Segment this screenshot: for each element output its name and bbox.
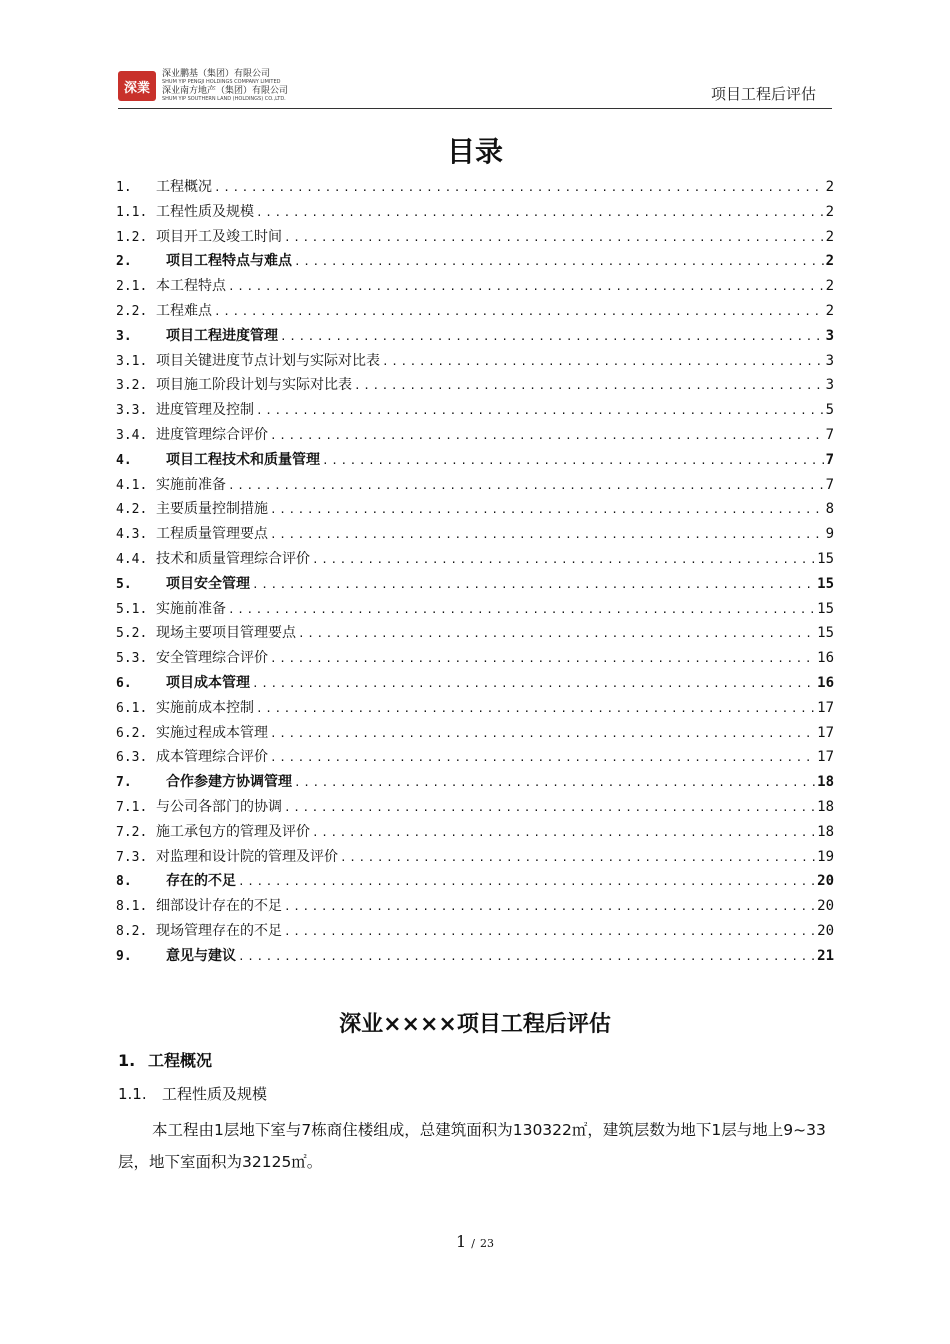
toc-entry-number: 6. <box>116 675 132 691</box>
page-total: 23 <box>480 1237 495 1250</box>
toc-entry-page: 9 <box>825 526 834 543</box>
toc-entry-number: 4.4. <box>116 551 148 567</box>
toc-entry[interactable] <box>116 250 834 275</box>
toc-entry-text: 实施前准备 <box>156 600 226 617</box>
toc-entry-number: 1.1. <box>116 204 148 220</box>
toc-entry-number: 5.1. <box>116 601 148 617</box>
toc-entry-text: 项目安全管理 <box>166 575 250 592</box>
toc-entry[interactable] <box>116 523 834 548</box>
toc-leader-dots <box>270 727 815 740</box>
toc-entry-text: 进度管理综合评价 <box>156 426 268 443</box>
page-footer <box>0 1232 950 1251</box>
table-of-contents <box>116 176 834 970</box>
toc-entry-number: 9. <box>116 948 132 964</box>
toc-leader-dots <box>312 553 815 566</box>
toc-entry[interactable] <box>116 374 834 399</box>
toc-leader-dots <box>284 801 815 814</box>
toc-entry[interactable] <box>116 672 834 697</box>
toc-entry-page: 2 <box>825 179 834 195</box>
toc-entry-text: 实施过程成本管理 <box>156 724 268 741</box>
company-logo: 深業 <box>118 71 156 101</box>
toc-entry-page: 15 <box>817 600 834 617</box>
toc-entry-page: 20 <box>817 922 834 939</box>
toc-entry-number: 1. <box>116 180 132 195</box>
toc-leader-dots <box>280 330 824 343</box>
toc-entry-page: 17 <box>817 699 834 716</box>
toc-entry[interactable] <box>116 870 834 895</box>
toc-entry-text: 意见与建议 <box>166 947 236 964</box>
toc-leader-dots <box>354 379 824 392</box>
toc-leader-dots <box>322 454 824 467</box>
toc-entry[interactable] <box>116 474 834 499</box>
page-number: 1 <box>455 1232 467 1251</box>
toc-entry[interactable] <box>116 796 834 821</box>
toc-entry-number: 7.3. <box>116 849 148 865</box>
toc-leader-dots <box>252 677 815 690</box>
toc-leader-dots <box>270 429 824 442</box>
toc-entry[interactable] <box>116 846 834 871</box>
section-title: 工程概况 <box>148 1051 213 1070</box>
toc-leader-dots <box>270 751 815 764</box>
toc-entry-text: 项目工程特点与难点 <box>166 253 292 270</box>
toc-entry[interactable] <box>116 201 834 226</box>
company-name-en-1: SHUM YIP PENGJI HOLDINGS COMPANY LIMITED <box>162 79 281 85</box>
toc-entry-number: 1.2. <box>116 229 148 245</box>
toc-entry[interactable] <box>116 300 834 325</box>
toc-entry-text: 与公司各部门的协调 <box>156 798 282 815</box>
toc-entry-number: 8.2. <box>116 923 148 939</box>
toc-entry-page: 16 <box>817 674 834 691</box>
toc-title: 目录 <box>446 135 503 168</box>
toc-entry-page: 5 <box>825 402 834 419</box>
toc-entry-text: 工程难点 <box>156 302 212 319</box>
toc-entry-page: 7 <box>825 426 834 443</box>
toc-entry[interactable] <box>116 325 834 350</box>
toc-entry-text: 存在的不足 <box>166 873 236 890</box>
toc-leader-dots <box>228 603 815 616</box>
toc-entry-number: 6.3. <box>116 750 148 766</box>
toc-entry-page: 17 <box>817 724 834 741</box>
toc-entry-number: 3.1. <box>116 353 148 369</box>
toc-leader-dots <box>256 404 824 417</box>
toc-leader-dots <box>340 851 815 864</box>
toc-entry-page: 18 <box>817 823 834 840</box>
toc-entry[interactable] <box>116 647 834 672</box>
toc-entry-page: 3 <box>825 377 834 394</box>
toc-entry[interactable] <box>116 771 834 796</box>
toc-entry[interactable] <box>116 275 834 300</box>
toc-entry-text: 施工承包方的管理及评价 <box>156 823 310 840</box>
toc-entry-number: 2.2. <box>116 303 148 319</box>
section-number: 1. <box>118 1051 136 1070</box>
toc-entry[interactable] <box>116 622 834 647</box>
company-name-cn-1: 深业鹏基（集团）有限公司 <box>162 69 271 79</box>
toc-entry-number: 4.1. <box>116 477 148 493</box>
toc-entry[interactable] <box>116 697 834 722</box>
toc-leader-dots <box>298 627 815 640</box>
toc-entry-text: 项目工程技术和质量管理 <box>166 451 320 468</box>
toc-leader-dots <box>294 255 824 268</box>
toc-entry-number: 6.2. <box>116 725 148 741</box>
section-heading-1-1 <box>118 1083 267 1104</box>
page-separator: / <box>471 1237 475 1250</box>
toc-entry-number: 6.1. <box>116 700 148 716</box>
toc-leader-dots <box>312 826 815 839</box>
toc-entry-page: 17 <box>817 749 834 766</box>
toc-entry[interactable] <box>116 548 834 573</box>
toc-entry-number: 4.2. <box>116 502 148 518</box>
toc-entry[interactable] <box>116 598 834 623</box>
toc-entry-text: 细部设计存在的不足 <box>156 898 282 915</box>
toc-entry[interactable] <box>116 176 834 201</box>
toc-entry-text: 项目关键进度节点计划与实际对比表 <box>156 352 380 369</box>
toc-leader-dots <box>270 528 824 541</box>
company-names <box>162 70 288 104</box>
toc-entry-text: 现场管理存在的不足 <box>156 922 282 939</box>
toc-entry[interactable] <box>116 498 834 523</box>
toc-entry-number: 7.1. <box>116 799 148 815</box>
company-name-cn-2: 深业南方地产（集团）有限公司 <box>162 86 289 96</box>
toc-leader-dots <box>256 206 824 219</box>
toc-entry-page: 21 <box>817 947 834 964</box>
document-title: 深业××××项目工程后评估 <box>339 1012 611 1037</box>
toc-entry-number: 8.1. <box>116 899 148 915</box>
toc-entry-text: 进度管理及控制 <box>156 402 254 419</box>
toc-entry-page: 15 <box>817 550 834 567</box>
toc-entry-number: 2.1. <box>116 279 148 295</box>
toc-entry-page: 18 <box>817 774 834 791</box>
toc-leader-dots <box>214 181 824 194</box>
toc-entry-number: 8. <box>116 874 132 890</box>
toc-entry-text: 实施前准备 <box>156 476 226 493</box>
toc-entry-text: 现场主要项目管理要点 <box>156 625 296 642</box>
toc-entry-page: 15 <box>817 575 834 592</box>
toc-entry-text: 项目施工阶段计划与实际对比表 <box>156 377 352 394</box>
section-heading-1 <box>118 1048 212 1071</box>
toc-entry-page: 2 <box>825 278 834 295</box>
toc-entry-number: 7.2. <box>116 824 148 840</box>
toc-entry-text: 实施前成本控制 <box>156 699 254 716</box>
toc-entry-page: 2 <box>825 253 834 270</box>
toc-leader-dots <box>284 231 824 244</box>
page-header <box>118 68 832 109</box>
toc-entry-text: 主要质量控制措施 <box>156 501 268 518</box>
toc-entry-number: 2. <box>116 254 132 270</box>
toc-entry-page: 2 <box>825 228 834 245</box>
toc-entry-text: 成本管理综合评价 <box>156 749 268 766</box>
toc-entry[interactable] <box>116 350 834 375</box>
toc-entry-number: 3.3. <box>116 403 148 419</box>
toc-entry-number: 4.3. <box>116 527 148 543</box>
toc-leader-dots <box>284 900 815 913</box>
toc-leader-dots <box>284 925 815 938</box>
toc-entry-text: 工程质量管理要点 <box>156 526 268 543</box>
toc-entry[interactable] <box>116 399 834 424</box>
toc-entry-page: 18 <box>817 798 834 815</box>
toc-entry-number: 3.4. <box>116 427 148 443</box>
toc-entry-page: 2 <box>825 302 834 319</box>
toc-leader-dots <box>238 950 815 963</box>
toc-entry-page: 8 <box>825 501 834 518</box>
toc-entry-number: 3. <box>116 328 132 344</box>
toc-entry-page: 3 <box>825 352 834 369</box>
toc-entry[interactable] <box>116 895 834 920</box>
toc-entry-page: 3 <box>825 327 834 344</box>
toc-leader-dots <box>382 355 824 368</box>
toc-entry[interactable] <box>116 449 834 474</box>
toc-entry[interactable] <box>116 920 834 945</box>
toc-entry-text: 工程概况 <box>156 179 212 195</box>
toc-entry[interactable] <box>116 722 834 747</box>
toc-entry[interactable] <box>116 226 834 251</box>
toc-entry-text: 技术和质量管理综合评价 <box>156 550 310 567</box>
toc-entry-text: 安全管理综合评价 <box>156 650 268 667</box>
toc-entry[interactable] <box>116 821 834 846</box>
toc-entry-text: 合作参建方协调管理 <box>166 774 292 791</box>
toc-entry-number: 7. <box>116 775 132 791</box>
company-name-en-2: SHUM YIP SOUTHERN LAND (HOLDINGS) CO.,LTD. <box>162 96 286 102</box>
toc-entry-text: 对监理和设计院的管理及评价 <box>156 848 338 865</box>
toc-leader-dots <box>270 503 824 516</box>
toc-entry-page: 7 <box>825 451 834 468</box>
toc-entry-number: 5. <box>116 576 132 592</box>
toc-entry-page: 16 <box>817 650 834 667</box>
toc-entry-text: 本工程特点 <box>156 278 226 295</box>
toc-entry-page: 20 <box>817 898 834 915</box>
toc-entry[interactable] <box>116 945 834 970</box>
toc-leader-dots <box>214 305 824 318</box>
toc-entry-number: 5.2. <box>116 626 148 642</box>
toc-entry-page: 7 <box>825 476 834 493</box>
toc-leader-dots <box>238 875 815 888</box>
toc-entry-number: 4. <box>116 452 132 468</box>
toc-entry-number: 3.2. <box>116 378 148 394</box>
toc-leader-dots <box>252 578 815 591</box>
toc-entry-page: 15 <box>817 625 834 642</box>
toc-entry-text: 工程性质及规模 <box>156 203 254 220</box>
subsection-number: 1.1. <box>118 1085 147 1103</box>
toc-entry[interactable] <box>116 424 834 449</box>
toc-entry-text: 项目成本管理 <box>166 674 250 691</box>
toc-entry-text: 项目开工及竣工时间 <box>156 228 282 245</box>
toc-entry-page: 2 <box>825 203 834 220</box>
toc-entry-number: 5.3. <box>116 651 148 667</box>
toc-leader-dots <box>228 479 824 492</box>
toc-leader-dots <box>294 776 815 789</box>
header-doc-title: 项目工程后评估 <box>710 85 816 103</box>
toc-leader-dots <box>270 652 815 665</box>
toc-leader-dots <box>228 280 824 293</box>
body-paragraph: 本工程由1层地下室与7栋商住楼组成，总建筑面积为130322㎡，建筑层数为地下1层与地上9~33层，地下室面积为32125㎡。 <box>118 1121 826 1171</box>
toc-entry[interactable] <box>116 746 834 771</box>
toc-leader-dots <box>256 702 815 715</box>
subsection-title: 工程性质及规模 <box>162 1085 268 1103</box>
toc-entry-page: 19 <box>817 848 834 865</box>
toc-entry-text: 项目工程进度管理 <box>166 327 278 344</box>
toc-entry[interactable] <box>116 573 834 598</box>
toc-entry-page: 20 <box>817 873 834 890</box>
